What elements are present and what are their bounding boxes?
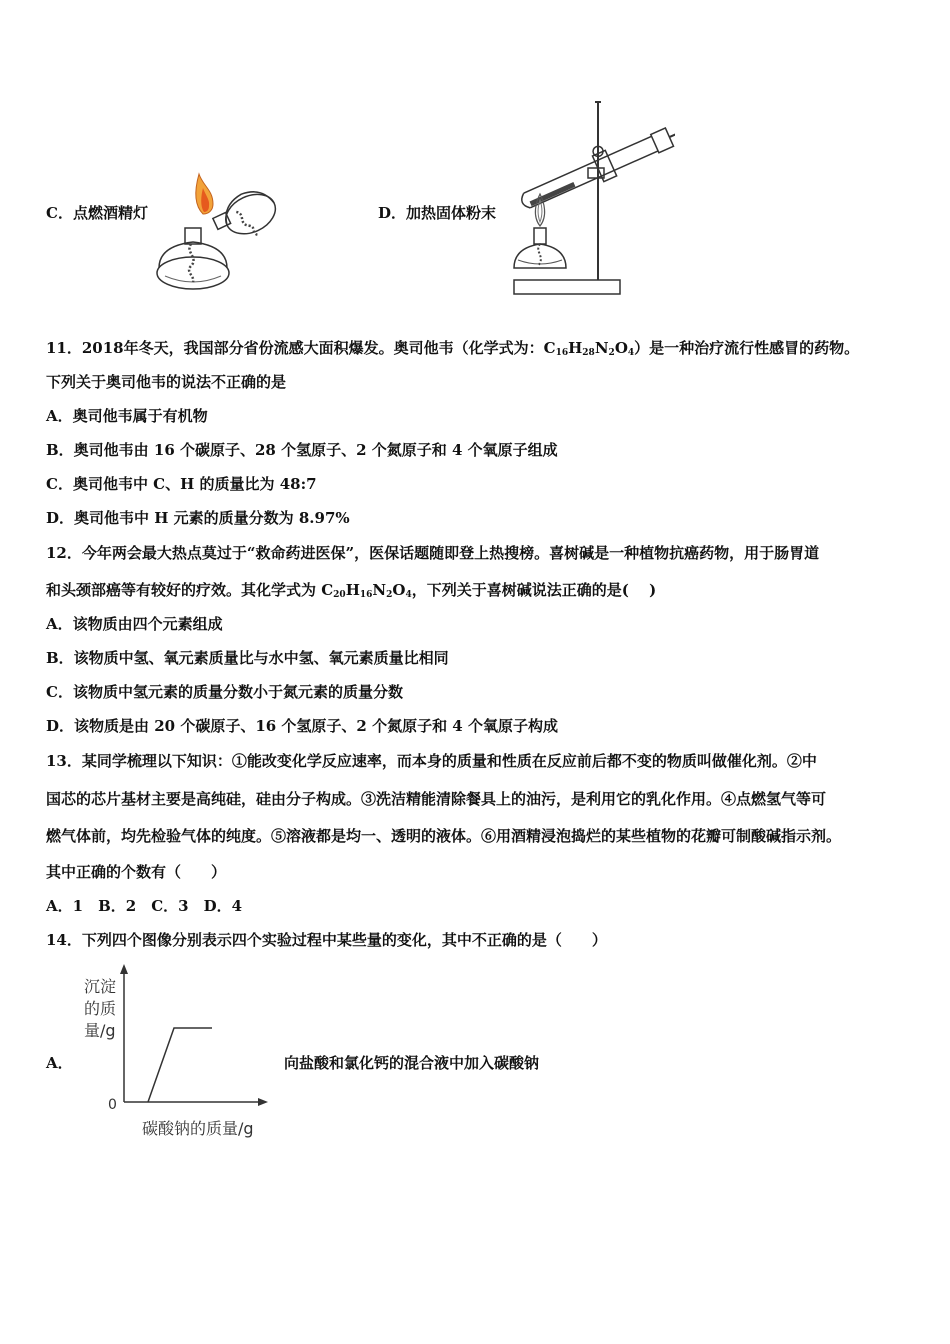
q12-option-c: C．该物质中氢元素的质量分数小于氮元素的质量分数 (46, 683, 403, 701)
lighting-alcohol-lamp-illustration (155, 168, 280, 296)
x-axis-arrow (258, 1098, 268, 1106)
q13-line1: 13．某同学梳理以下知识：①能改变化学反应速率，而本身的质量和性质在反应前后都不变的物质叫做催化剂。②中 (46, 752, 817, 770)
q14-option-a-description: 向盐酸和氯化钙的混合液中加入碳酸钠 (284, 1054, 540, 1072)
q12-option-b: B．该物质中氢、氧元素质量比与水中氢、氧元素质量比相同 (46, 649, 449, 667)
q12-option-d: D．该物质是由 20 个碳原子、16 个氢原子、2 个氮原子和 4 个氧原子构成 (46, 717, 558, 735)
origin-label: 0 (108, 1097, 117, 1113)
q12-stem-line1: 12．今年两会最大热点莫过于“救命药进医保”，医保话题随即登上热搜榜。喜树碱是一种植物抗癌药物，用于肠胃道 (46, 544, 820, 562)
q14-graph-a (78, 962, 288, 1146)
y-axis-label-3: 量/g (84, 1021, 116, 1040)
q11-option-d: D．奥司他韦中 H 元素的质量分数为 8.97% (46, 509, 350, 527)
y-axis-label-2: 的质 (84, 999, 117, 1018)
heating-solid-powder-illustration (510, 98, 675, 298)
q13-line4: 其中正确的个数有（ ） (46, 863, 227, 881)
y-axis-arrow (120, 964, 128, 974)
q12-option-a: A．该物质由四个元素组成 (46, 615, 223, 633)
x-axis-label: 碳酸钠的质量/g (142, 1119, 254, 1138)
q11-option-a: A．奥司他韦属于有机物 (46, 407, 208, 425)
q11-stem-line2: 下列关于奥司他韦的说法不正确的是 (46, 373, 287, 391)
q14-option-a-label: A． (46, 1054, 73, 1072)
q13-options: A．1 B．2 C．3 D．4 (46, 897, 243, 915)
q13-line3: 燃气体前，均先检验气体的纯度。⑤溶液都是均一、透明的液体。⑥用酒精浸泡捣烂的某些植物的花瓣可制酸碱指示剂。 (46, 827, 842, 845)
q11-option-b: B．奥司他韦由 16 个碳原子、28 个氢原子、2 个氮原子和 4 个氧原子组成 (46, 441, 558, 459)
q14-stem: 14．下列四个图像分别表示四个实验过程中某些量的变化，其中不正确的是（ ） (46, 931, 607, 949)
q11-option-c: C．奥司他韦中 C、H 的质量比为 48:7 (46, 475, 317, 493)
y-axis-label-1: 沉淀 (84, 977, 117, 996)
precipitate-curve (148, 1028, 212, 1102)
option-c-label: C．点燃酒精灯 (46, 204, 148, 222)
option-d-label: D．加热固体粉末 (378, 204, 497, 222)
q11-stem-line1: 11．2018年冬天，我国部分省份流感大面积爆发。奥司他韦（化学式为：$C_{16}H_{28}N_2O_4$）是一种治疗流行性感冒的药物。 (46, 339, 860, 358)
q13-line2: 国芯的芯片基材主要是高纯硅，硅由分子构成。③洗洁精能清除餐具上的油污，是利用它的乳化作用。④点燃氢气等可 (46, 790, 827, 808)
q12-stem-line2: 和头颈部癌等有较好的疗效。其化学式为 $C_{20}H_{16}N_2O_4$，下列关于喜树碱说法正确的是( ) (46, 581, 657, 600)
